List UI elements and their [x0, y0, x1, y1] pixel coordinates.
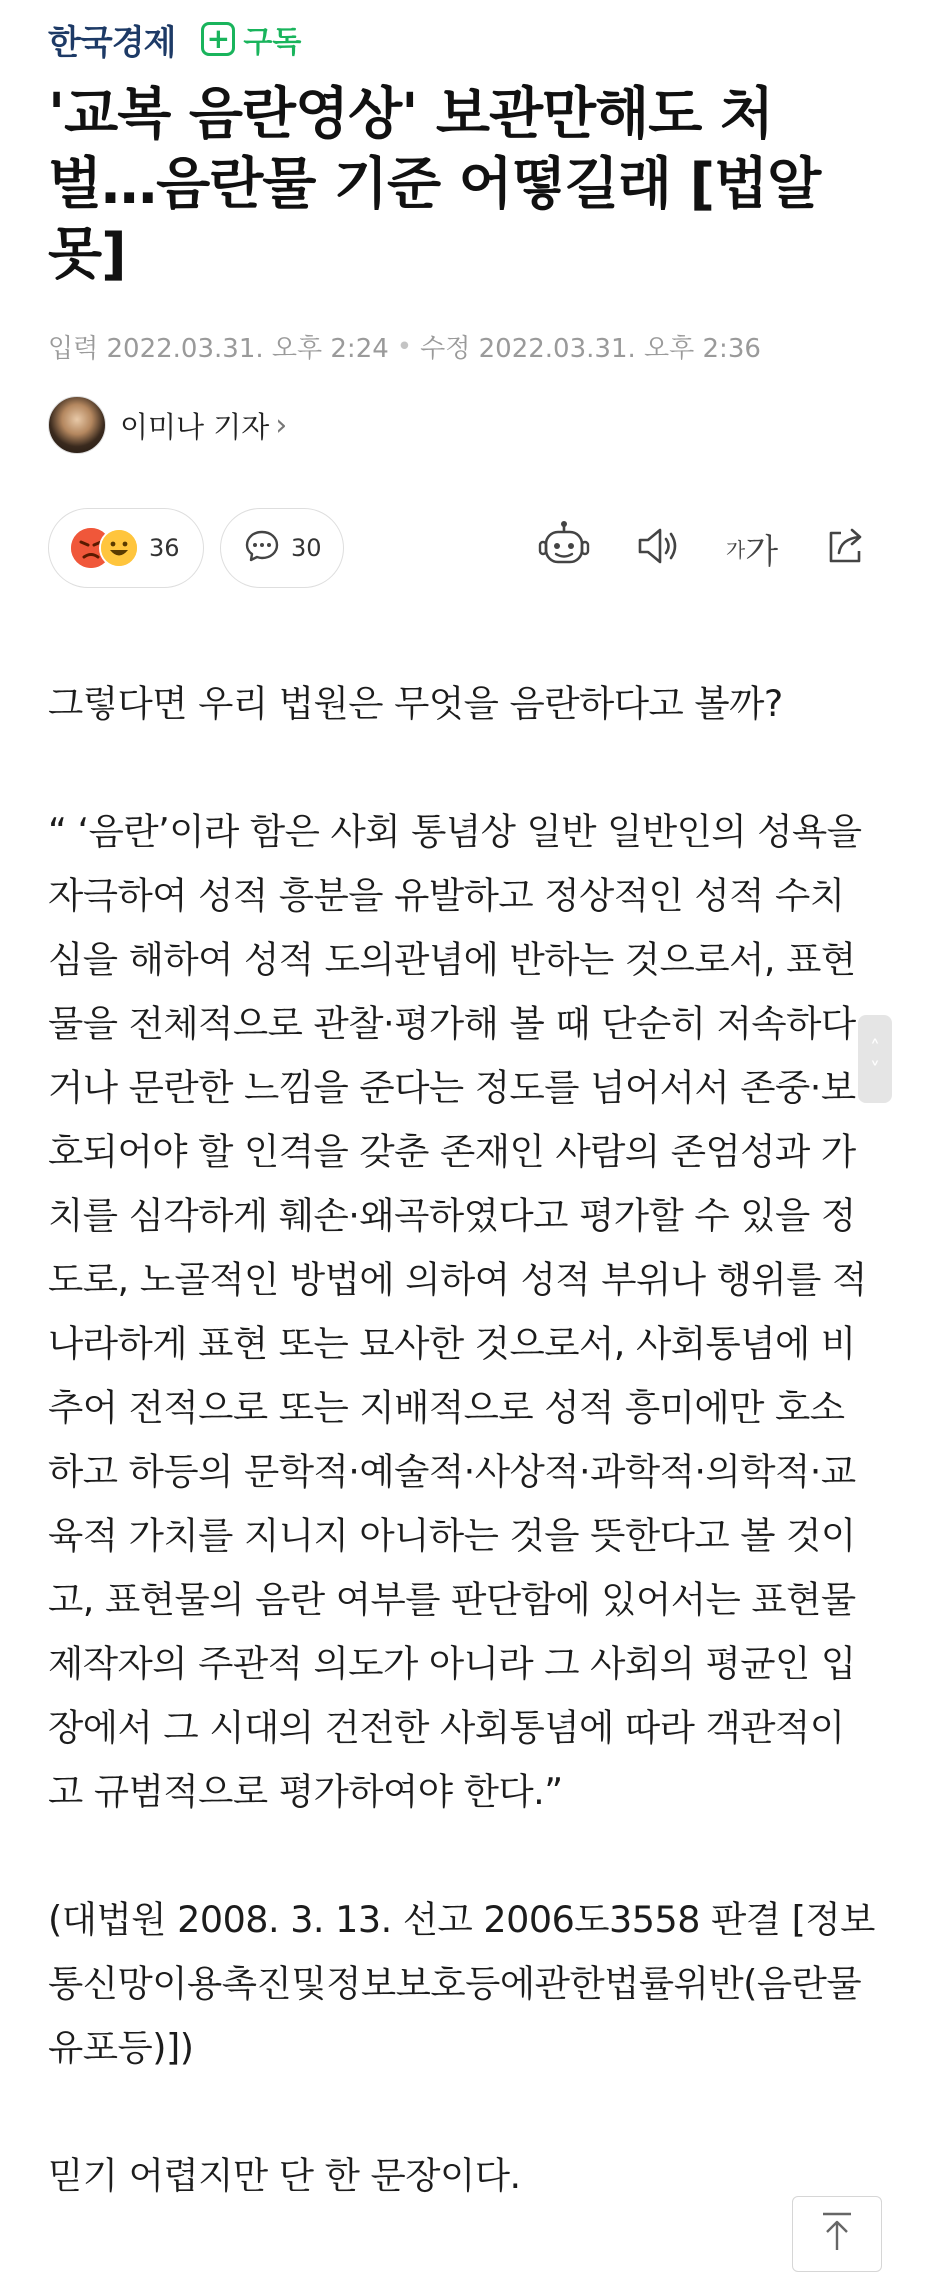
- press-logo[interactable]: 한국경제: [48, 22, 176, 63]
- article-header: [48, 14, 301, 64]
- comment-icon: [243, 527, 281, 569]
- reaction-count: 36: [149, 534, 180, 562]
- author-name: 이미나 기자: [120, 409, 270, 444]
- scroll-handle[interactable]: [858, 1015, 892, 1103]
- comment-button[interactable]: [220, 508, 344, 588]
- comment-count: 30: [291, 534, 322, 562]
- scroll-down-icon: ˅: [870, 1058, 880, 1082]
- article-body: [48, 672, 878, 2208]
- updated-date: 수정 2022.03.31. 오후 2:36: [420, 334, 761, 364]
- chevron-right-icon: ›: [275, 407, 288, 443]
- scroll-up-icon: ˄: [870, 1036, 880, 1060]
- reaction-button[interactable]: [48, 508, 204, 588]
- article-dates: [48, 328, 761, 365]
- arrow-up-icon: [817, 2210, 857, 2258]
- share-button[interactable]: [814, 516, 878, 580]
- happy-emoji-icon: [99, 528, 139, 568]
- author-link[interactable]: [48, 396, 287, 454]
- font-size-large-label: 가: [745, 531, 779, 572]
- article-paragraph-closing: 믿기 어렵지만 단 한 문장이다.: [48, 2154, 521, 2197]
- subscribe-button[interactable]: [201, 17, 301, 61]
- robot-icon: [538, 520, 590, 576]
- text-to-speech-button[interactable]: [626, 516, 690, 580]
- author-avatar: [48, 396, 106, 454]
- article-paragraph-lead: 그렇다면 우리 법원은 무엇을 음란하다고 볼까?: [48, 682, 783, 725]
- article-headline: '교복 음란영상' 보관만해도 처벌…음란물 기준 어떻길래 [법알못]: [48, 82, 821, 287]
- published-date: 입력 2022.03.31. 오후 2:24: [48, 334, 389, 364]
- summary-bot-button[interactable]: [532, 516, 596, 580]
- article-paragraph-quote: “ ‘음란’이라 함은 사회 통념상 일반 일반인의 성욕을 자극하여 성적 흥분을 유발하고 정상적인 성적 수치심을 해하여 성적 도의관념에 반하는 것으로서, 표현물을 전체적으로 관찰·평가해 볼 때 단순히 저속하다거나 문란한 느낌을 준다는 정도를 넘어서서 존중·보호되어야 할 인격을 갖춘 존재인 사람의 존엄성과 가치를 심각하게 훼손·왜곡하였다고 평가할 수 있을 정도로, 노골적인 방법에 의하여 성적 부위나 행위를 적나라하게 표현 또는 묘사한 것으로서, 사회통념에 비추어 전적으로 또는 지배적으로 성적 흥미에만 호소하고 하등의 문학적·예술적·사상적·과학적·의학적·교육적 가치를 지니지 아니하는 것을 뜻한다고 볼 것이고, 표현물의 음란 여부를 판단함에 있어서는 표현물 제작자의 주관적 의도가 아니라 그 사회의 평균인 입장에서 그 시대의 건전한 사회통념에 따라 객관적이고 규범적으로 평가하여야 한다.”: [48, 810, 867, 1813]
- font-size-small-label: 가: [725, 537, 746, 562]
- scroll-to-top-button[interactable]: [792, 2196, 882, 2272]
- date-separator: •: [396, 331, 413, 362]
- subscribe-label: 구독: [243, 25, 302, 60]
- article-paragraph-citation: (대법원 2008. 3. 13. 선고 2006도3558 판결 [정보통신망이용촉진및정보보호등에관한법률위반(음란물유포등)]): [48, 1898, 875, 2069]
- font-size-button[interactable]: [720, 516, 784, 580]
- share-icon: [823, 523, 869, 573]
- speaker-icon: [634, 522, 682, 574]
- plus-icon: +: [201, 22, 235, 56]
